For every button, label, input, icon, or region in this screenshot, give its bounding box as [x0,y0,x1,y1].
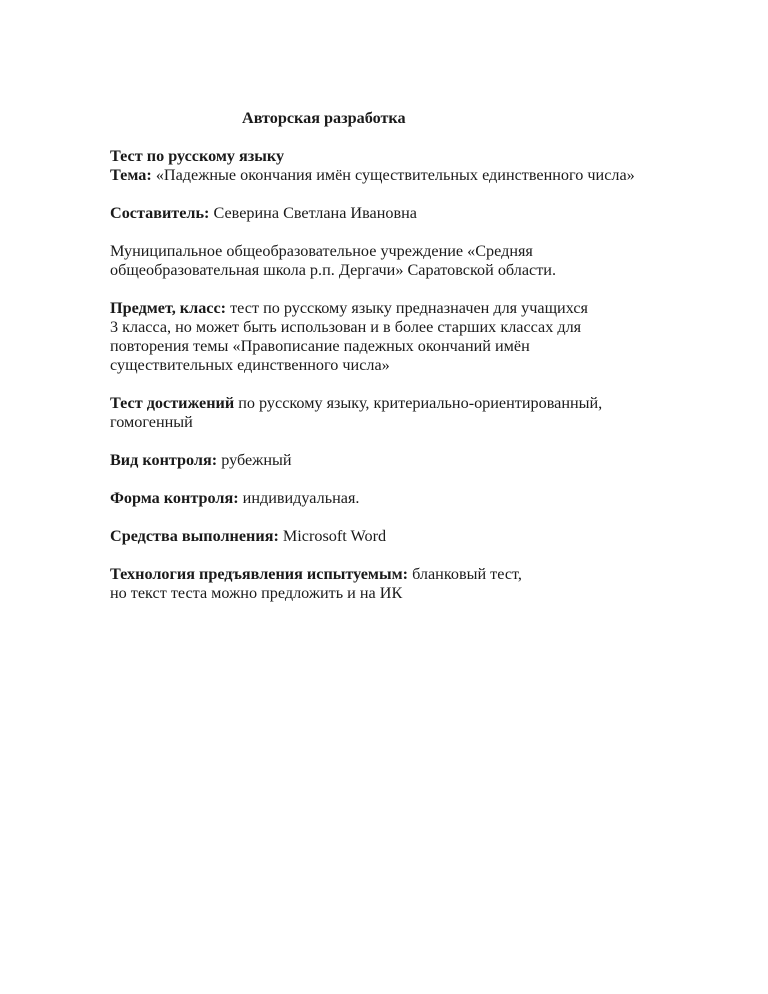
subject-line-1: Предмет, класс: тест по русскому языку предназначен для учащихся [110,299,588,317]
technology-line-1: Технология предъявления испытуемым: бланковый тест, [110,565,522,583]
technology-line-2: но текст теста можно предложить и на ИК [110,584,403,602]
control-type-label: Вид контроля: [110,451,218,469]
topic-label: Тема: [110,166,152,184]
achievement-line-1: Тест достижений по русскому языку, критериально-ориентированный, [110,394,603,412]
author-name: Северина Светлана Ивановна [209,204,417,222]
subject-line-4: существительных единственного числа» [110,356,390,374]
topic-line [110,166,635,184]
achievement-label: Тест достижений [110,394,235,412]
control-type-line [110,451,292,469]
subject-label: Предмет, класс: [110,299,227,317]
tools-value: Microsoft Word [278,527,387,545]
institution-line-2: общеобразовательная школа р.п. Дергачи» Саратовской области. [110,261,556,279]
author-line [110,204,417,222]
subject-line-2: 3 класса, но может быть использован и в более старших классах для [110,318,582,336]
tools-label: Средства выполнения: [110,527,279,545]
tools-line [110,527,386,545]
control-form-line [110,489,359,507]
subject-line-3: повторения темы «Правописание падежных окончаний имён [110,337,530,355]
achievement-line-2: гомогенный [110,413,193,431]
control-type-value: рубежный [217,451,292,469]
topic-text: «Падежные окончания имён существительных единственного числа» [151,166,635,184]
document-heading: Авторская разработка [242,109,406,127]
test-title: Тест по русскому языку [110,147,285,165]
control-form-label: Форма контроля: [110,489,239,507]
institution-line-1: Муниципальное общеобразовательное учреждение «Средняя [110,242,533,260]
control-form-value: индивидуальная. [238,489,360,507]
author-label: Составитель: [110,204,210,222]
technology-label: Технология предъявления испытуемым: [110,565,409,583]
